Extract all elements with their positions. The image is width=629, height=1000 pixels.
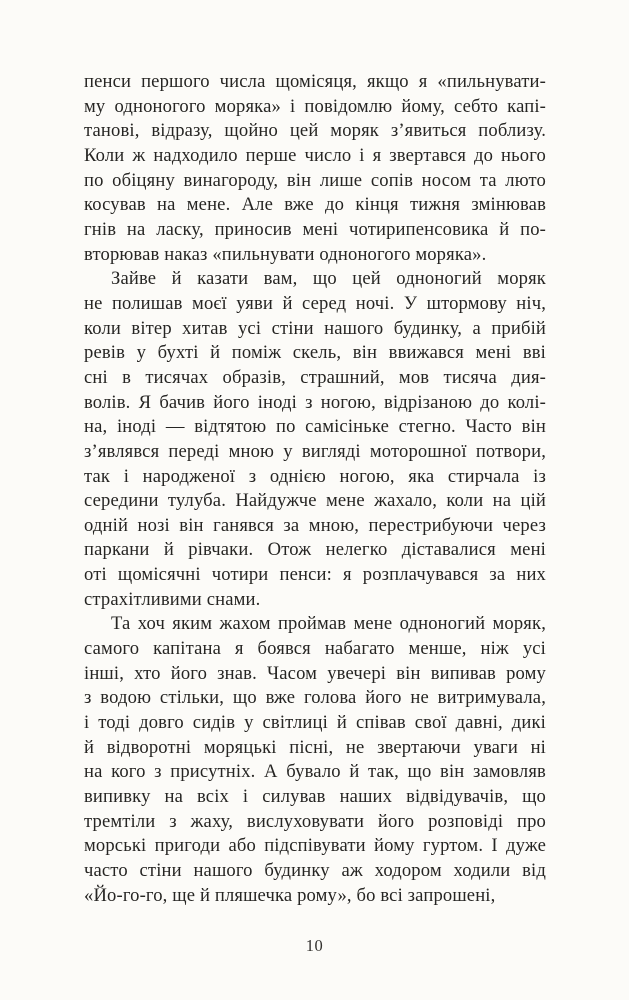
text-line: тремтіли з жаху, вислуховувати його розповіді про <box>84 810 546 832</box>
text-line: так і народженої з однією ногою, яка стирчала із <box>84 465 546 487</box>
text-line: му одноногого моряка» і повідомлю йому, себто капі- <box>84 95 546 117</box>
text-line: коли вітер хитав усі стіни нашого будинку, а прибій <box>84 317 546 339</box>
paragraph <box>84 70 546 267</box>
text-line: не полишав моєї уяви й серед ночі. У штормову ніч, <box>84 292 546 314</box>
text-line: паркани й рівчаки. Отож нелегко діставалися мені <box>84 539 546 561</box>
text-line: випивку на всіх і силував наших відвідувачів, що <box>84 786 546 808</box>
paragraph <box>84 612 546 908</box>
text-line: косував на мене. Але вже до кінця тижня змінював <box>84 194 546 216</box>
text-line: страхітливими снами. <box>84 588 261 610</box>
text-line: морські пригоди або підспівувати йому гуртом. І дуже <box>84 835 546 857</box>
text-line: Та хоч яким жахом проймав мене одноногий моряк, <box>111 613 546 635</box>
text-line: вторював наказ «пильнувати одноногого моряка». <box>84 243 487 265</box>
text-line: сні в тисячах образів, страшний, мов тисяча дия- <box>84 366 546 388</box>
text-line: на, іноді — відтятою по самісіньке стегно. Часто він <box>84 416 546 438</box>
text-line: на кого з присутніх. А бувало й так, що він замовляв <box>84 761 546 783</box>
text-line: волів. Я бачив його іноді з ногою, відрізаною до колі- <box>84 391 546 413</box>
text-line: і тоді довго сидів у світлиці й співав свої давні, дикі <box>84 712 546 734</box>
text-line: по обіцяну винагороду, він лише сопів носом та люто <box>84 169 546 191</box>
text-line: пенси першого числа щомісяця, якщо я «пильнувати- <box>84 71 546 92</box>
text-line: гнів на ласку, приносив мені чотирипенсовика й по- <box>84 218 546 240</box>
text-line: й відворотні моряцькі пісні, не звертаючи уваги ні <box>84 736 546 758</box>
text-line: оті щомісячні чотири пенси: я розплачувався за них <box>84 564 546 586</box>
text-line: ревів у бухті й поміж скель, він ввижався мені вві <box>84 342 546 364</box>
text-line: танові, відразу, щойно цей моряк з’явиться поблизу. <box>84 120 546 142</box>
text-line: «Йо-го-го, ще й пляшечка рому», бо всі запрошені, <box>84 884 496 906</box>
text-line: часто стіни нашого будинку аж ходором ходили від <box>84 860 546 881</box>
text-line: Коли ж надходило перше число і я звертався до нього <box>84 144 546 166</box>
text-line: інші, хто його знав. Часом увечері він випивав рому <box>84 662 546 684</box>
text-line: з водою стільки, що вже голова його не витримувала, <box>84 687 546 709</box>
text-line: середини тулуба. Найдужче мене жахало, коли на цій <box>84 490 546 512</box>
text-line: одній нозі він ганявся за мною, перестрибуючи через <box>84 514 546 536</box>
text-line: самого капітана я боявся набагато менше, ніж усі <box>84 638 546 660</box>
page-number: 10 <box>305 936 324 955</box>
text-line: Зайве й казати вам, що цей одноногий моряк <box>111 268 546 290</box>
page-text <box>84 70 546 908</box>
text-line: з’являвся переді мною у вигляді моторошної потвори, <box>84 440 546 462</box>
paragraph <box>84 267 546 612</box>
